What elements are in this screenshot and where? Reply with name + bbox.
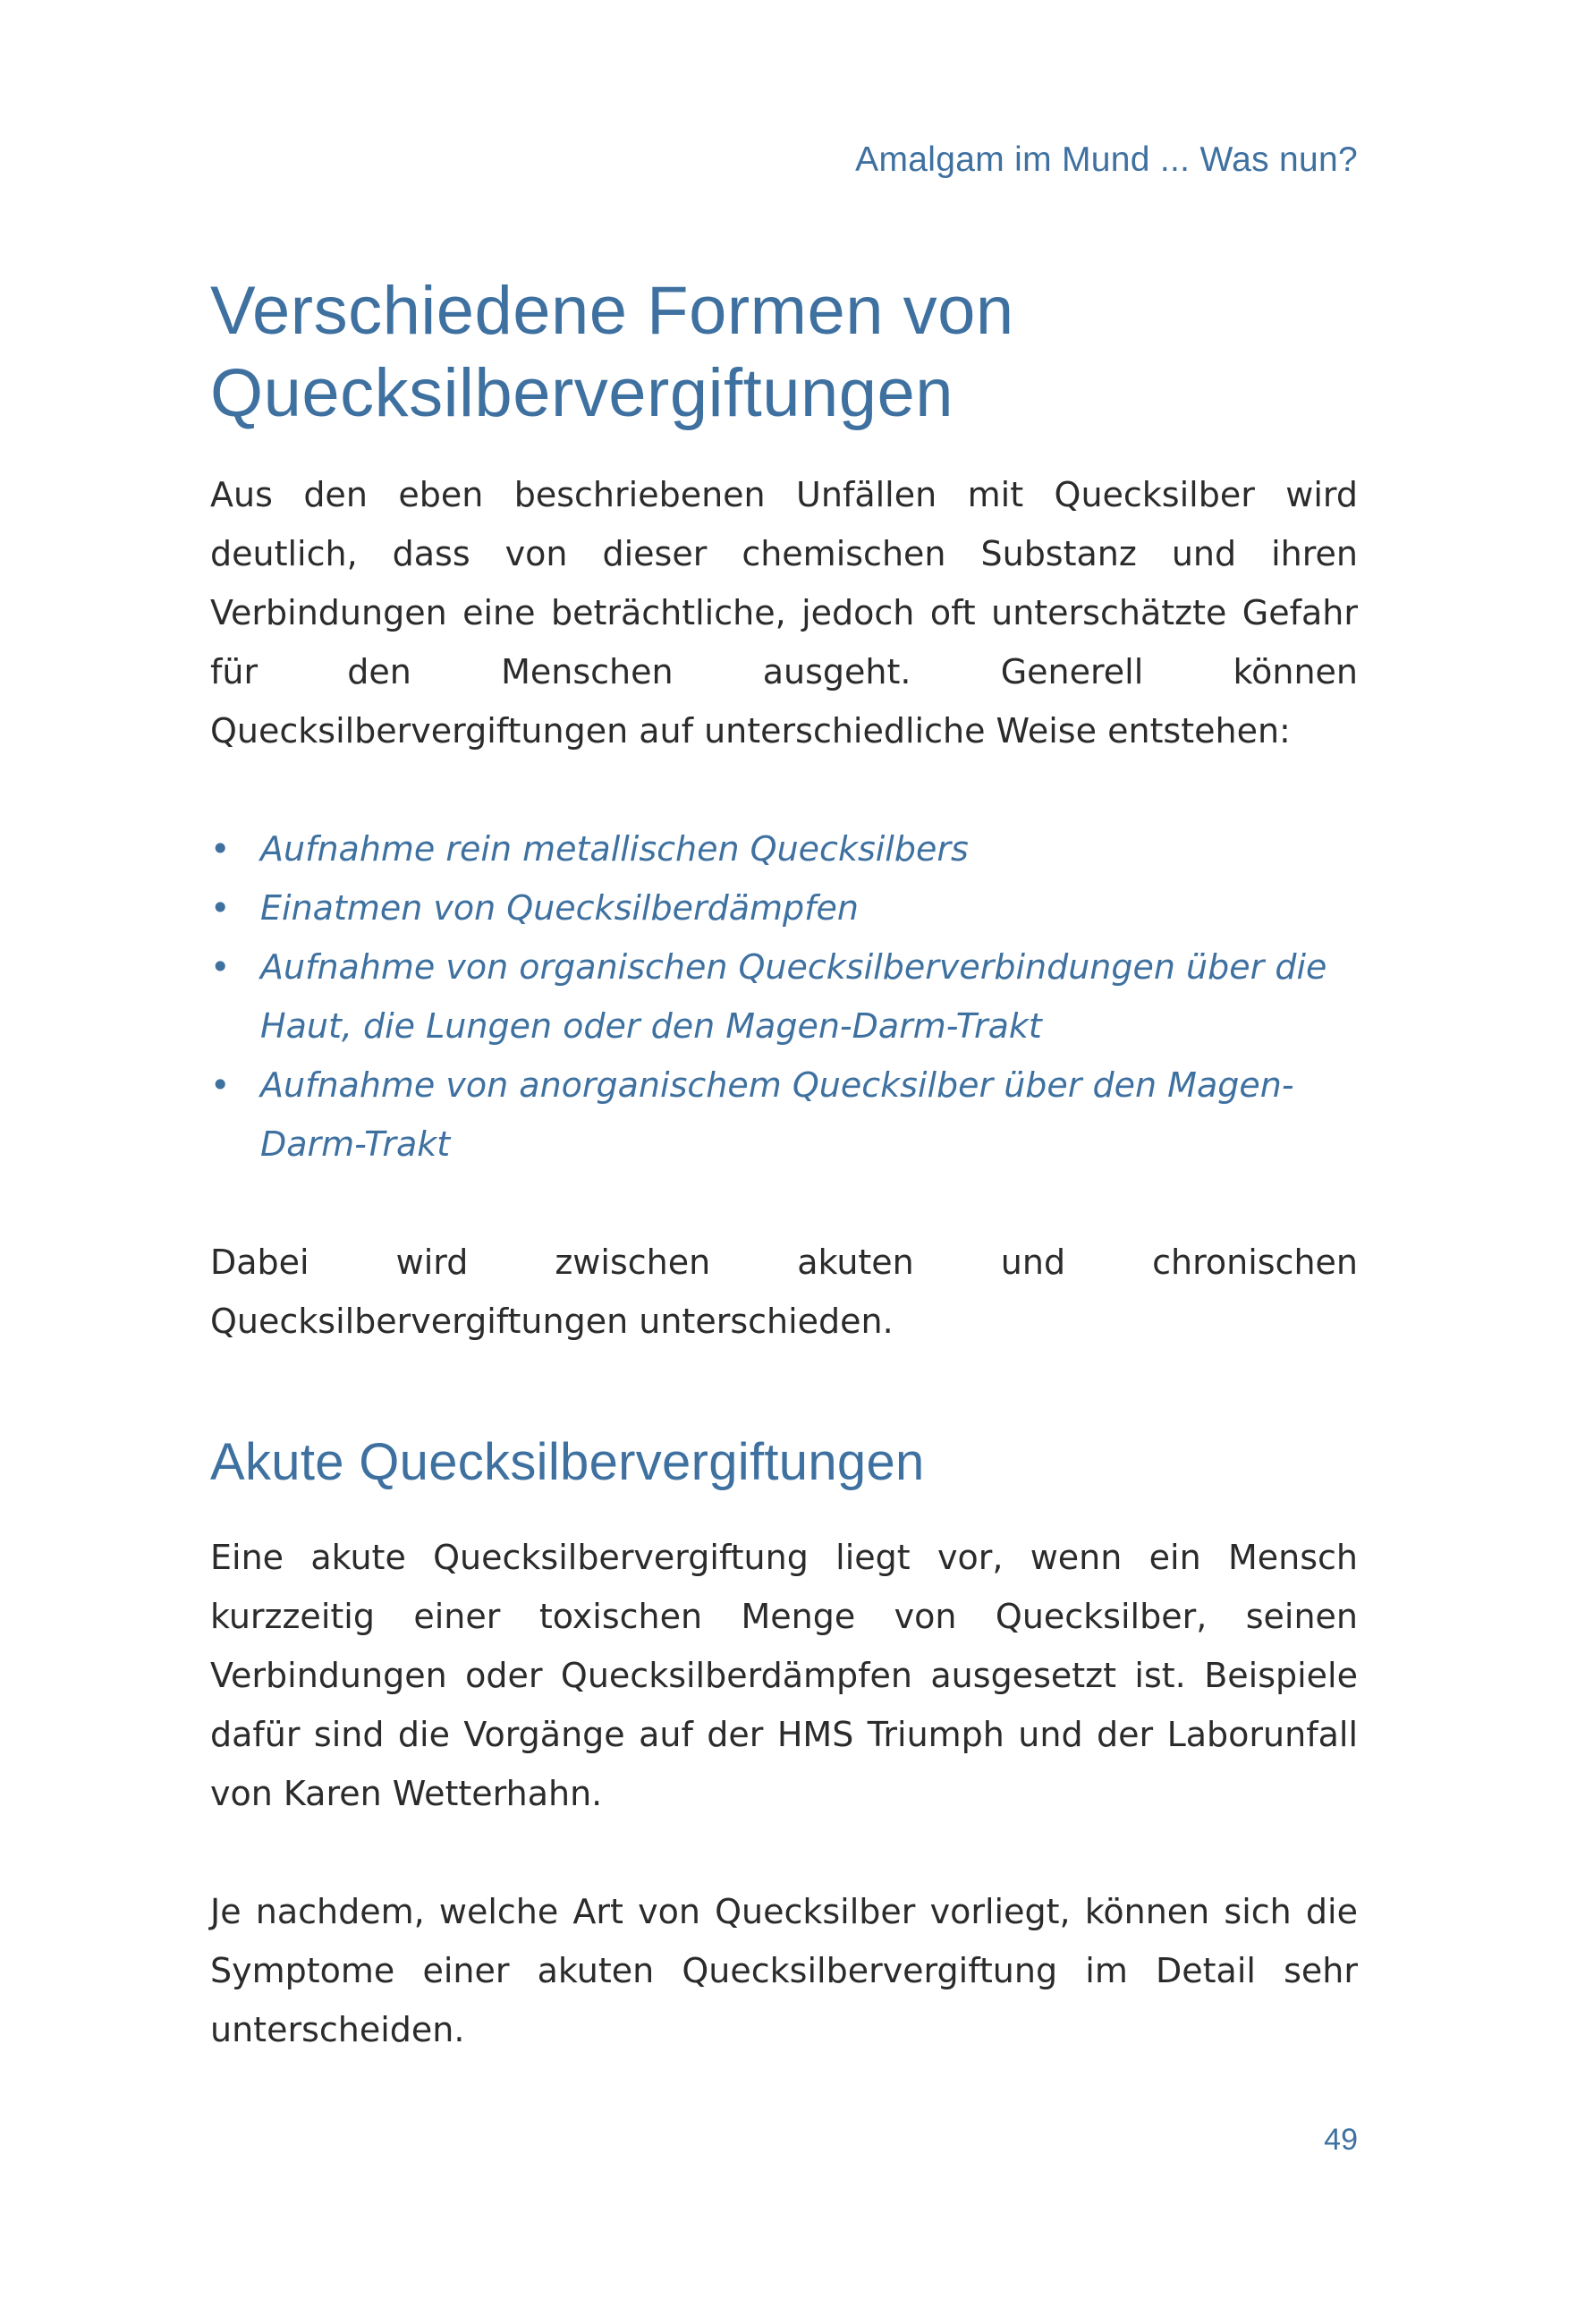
list-item — [210, 1056, 1358, 1174]
acute-paragraph-2: Je nachdem, welche Art von Quecksilber vorliegt, können sich die Symptome einer akuten Quecksilbervergiftung im Detail sehr unterscheiden. — [210, 1892, 1358, 2049]
intro-paragraph: Aus den eben beschriebenen Unfällen mit Quecksilber wird deutlich, dass von dieser chemischen Substanz und ihren Verbindungen eine beträchtliche, jedoch oft unterschätzte Gefahr für den Menschen ausgeht. Generell können Quecksilbervergiftungen auf unterschiedliche Weise entstehen: — [210, 475, 1358, 751]
bullet-icon: • — [210, 1065, 231, 1105]
subsection-title: Akute Quecksilbervergiftungen — [210, 1433, 925, 1491]
bullet-icon: • — [210, 947, 231, 987]
bullet-icon: • — [210, 888, 231, 928]
list-item — [210, 937, 1358, 1056]
bullet-icon: • — [210, 829, 231, 869]
section-title-line-2: Quecksilbervergiftungen — [210, 355, 954, 431]
section-title-line-1: Verschiedene Formen von — [210, 273, 1014, 349]
running-head: Amalgam im Mund ... Was nun? — [855, 140, 1358, 179]
acute-paragraph-1: Eine akute Quecksilbervergiftung liegt vor, wenn ein Mensch kurzzeitig einer toxischen Menge von Quecksilber, seinen Verbindungen oder Quecksilberdämpfen ausgesetzt ist. Beispiele dafür sind die Vorgänge auf der HMS Triumph und der Laborunfall von Karen Wetterhahn. — [210, 1538, 1358, 1813]
list-item — [210, 878, 1358, 937]
list-item-text: Aufnahme von anorganischem Quecksilber über den Magen-Darm-Trakt — [260, 1065, 1294, 1164]
page-content — [210, 270, 1358, 2059]
list-item-text: Aufnahme rein metallischen Quecksilbers — [260, 829, 969, 869]
section-title — [210, 270, 1358, 435]
list-item-text: Aufnahme von organischen Quecksilberverbindungen über die Haut, die Lungen oder den Magen-Darm-Trakt — [260, 947, 1327, 1046]
list-item — [210, 819, 1358, 878]
conclusion-paragraph: Dabei wird zwischen akuten und chronischen Quecksilbervergiftungen unterschieden. — [210, 1243, 1358, 1341]
page-number: 49 — [1324, 2123, 1358, 2157]
bullet-list — [210, 819, 1358, 1174]
list-item-text: Einatmen von Quecksilberdämpfen — [260, 888, 859, 928]
